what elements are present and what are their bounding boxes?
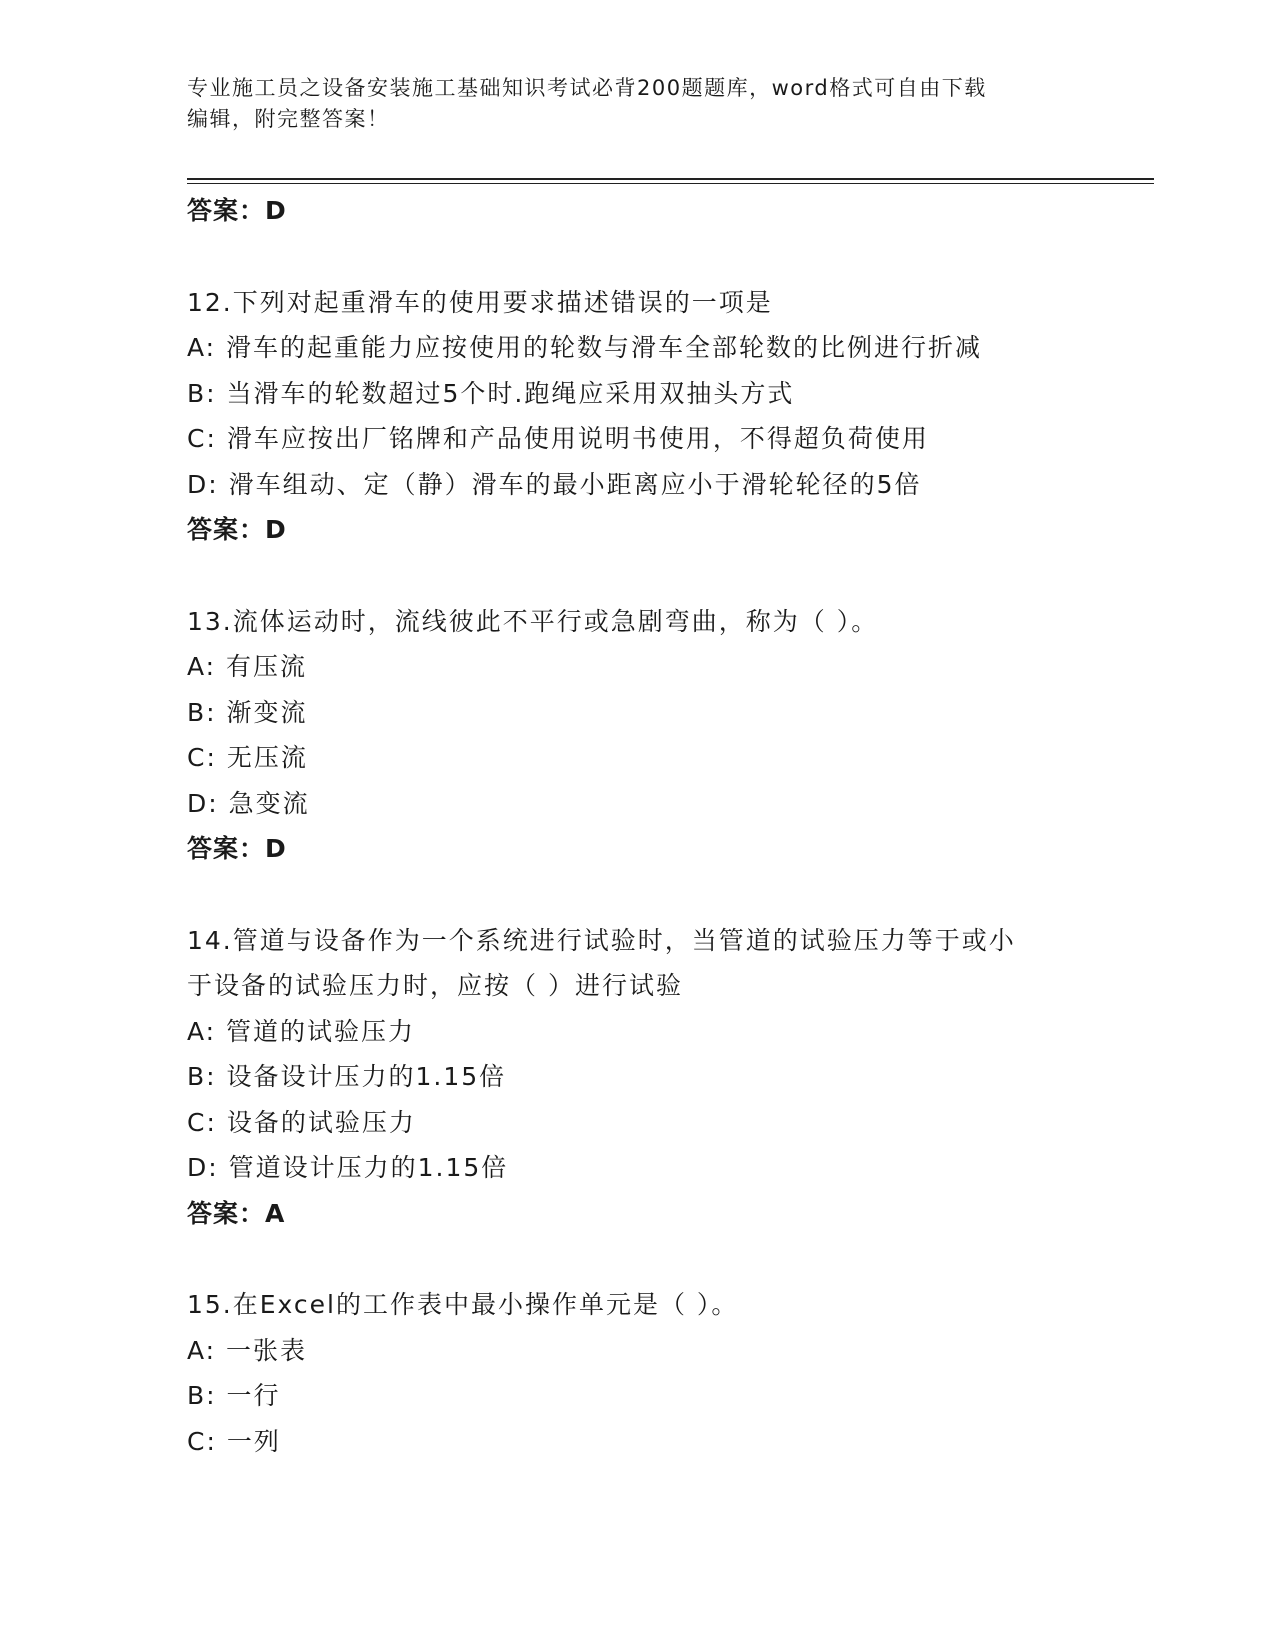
question-12 [187, 280, 1087, 553]
option-d: D: 管道设计压力的1.15倍 [187, 1153, 509, 1182]
question-13 [187, 599, 1087, 872]
header-divider-thick [187, 178, 1154, 180]
spacer [187, 1236, 1087, 1282]
option-b: B: 设备设计压力的1.15倍 [187, 1062, 507, 1091]
question-stem: 12.下列对起重滑车的使用要求描述错误的一项是 [187, 287, 773, 317]
question-stem: 13.流体运动时，流线彼此不平行或急剧弯曲，称为（ ）。 [187, 606, 879, 636]
option-b: B: 一行 [187, 1381, 281, 1410]
document-header [187, 73, 1087, 135]
option-b: B: 当滑车的轮数超过5个时.跑绳应采用双抽头方式 [187, 378, 795, 408]
option-d: D: 急变流 [187, 788, 310, 818]
option-a: A: 一张表 [187, 1335, 308, 1365]
option-a: A: 有压流 [187, 652, 308, 681]
answer-line: 答案：D [187, 834, 287, 863]
header-divider-thin [187, 183, 1154, 184]
option-a: A: 滑车的起重能力应按使用的轮数与滑车全部轮数的比例进行折减 [187, 333, 983, 362]
question-14 [187, 918, 1087, 1237]
answer-line: 答案：A [187, 1198, 286, 1228]
option-b: B: 渐变流 [187, 697, 308, 727]
option-a: A: 管道的试验压力 [187, 1016, 416, 1046]
spacer [187, 872, 1087, 918]
option-c: C: 滑车应按出厂铭牌和产品使用说明书使用，不得超负荷使用 [187, 424, 929, 453]
option-c: C: 设备的试验压力 [187, 1107, 416, 1137]
spacer [187, 553, 1087, 599]
question-15 [187, 1282, 1087, 1464]
answer-line: 答案：D [187, 515, 287, 544]
answer-line: 答案：D [187, 196, 287, 225]
header-line-1: 专业施工员之设备安装施工基础知识考试必背200题题库，word格式可自由下载 [187, 76, 987, 100]
question-stem: 14.管道与设备作为一个系统进行试验时，当管道的试验压力等于或小 [187, 925, 1016, 955]
spacer [187, 234, 1087, 280]
question-list [187, 188, 1087, 1464]
option-c: C: 一列 [187, 1426, 281, 1456]
header-line-2: 编辑，附完整答案！ [187, 107, 390, 131]
option-d: D: 滑车组动、定（静）滑车的最小距离应小于滑轮轮径的5倍 [187, 469, 922, 499]
question-stem-continued: 于设备的试验压力时，应按（ ）进行试验 [187, 971, 683, 1000]
question-stem: 15.在Excel的工作表中最小操作单元是（ ）。 [187, 1290, 739, 1319]
option-c: C: 无压流 [187, 743, 308, 772]
